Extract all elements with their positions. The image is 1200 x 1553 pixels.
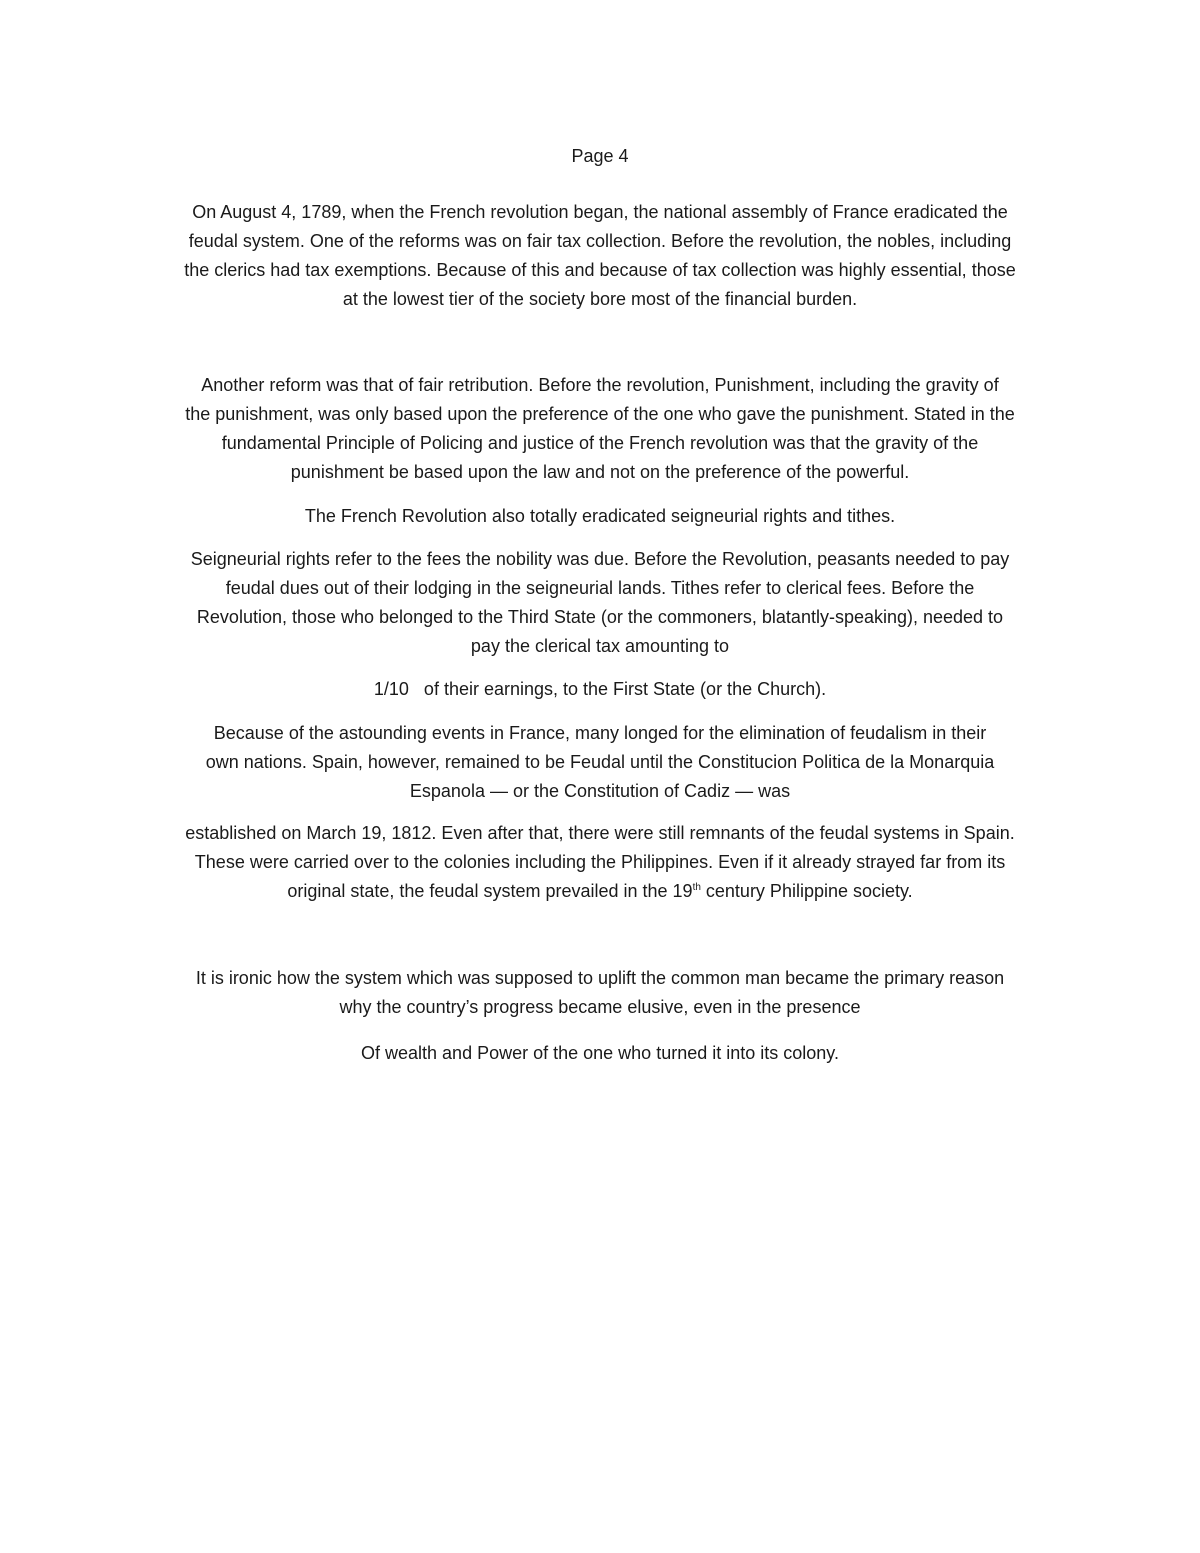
paragraph-closing [138, 1039, 1062, 1068]
text-line: Because of the astounding events in France, many longed for the elimination of feudalism in their [213, 723, 987, 743]
text-line: The French Revolution also totally eradicated seigneurial rights and tithes. [304, 506, 896, 526]
text-line: punishment be based upon the law and not on the preference of the powerful. [290, 462, 910, 482]
text-line: original state, the feudal system prevailed in the 19th century Philippine society. [287, 881, 913, 901]
paragraph-tithe-fraction [138, 675, 1062, 704]
text-line: 1/10 of their earnings, to the First State (or the Church). [373, 679, 827, 699]
text-line: established on March 19, 1812. Even after that, there were still remnants of the feudal systems in Spain. [185, 823, 1015, 843]
ordinal-superscript: th [692, 882, 701, 893]
text-line: Seigneurial rights refer to the fees the nobility was due. Before the Revolution, peasants needed to pay [190, 549, 1010, 569]
text-line: These were carried over to the colonies including the Philippines. Even if it already strayed far from its [194, 852, 1006, 872]
text-line: Espanola — or the Constitution of Cadiz — was [409, 781, 791, 801]
paragraph-irony [138, 964, 1062, 1022]
text-line: Of wealth and Power of the one who turned it into its colony. [361, 1043, 839, 1063]
paragraph-cadiz [138, 819, 1062, 906]
text-line: fundamental Principle of Policing and justice of the French revolution was that the gravity of the [221, 433, 979, 453]
text-line: It is ironic how the system which was supposed to uplift the common man became the primary reason [195, 968, 1005, 988]
page-header: Page 4 [571, 146, 629, 166]
text-line: pay the clerical tax amounting to [470, 636, 730, 656]
paragraph-spain [138, 719, 1062, 806]
paragraph-retribution [138, 371, 1062, 487]
text-line: the punishment, was only based upon the preference of the one who gave the punishment. Stated in the [185, 404, 1015, 424]
text-line: the clerics had tax exemptions. Because of this and because of tax collection was highly essential, those [184, 260, 1016, 280]
paragraph-seigneurial-rights [138, 545, 1062, 661]
text-line: Another reform was that of fair retribution. Before the revolution, Punishment, including the gravity of [201, 375, 999, 395]
text-line: On August 4, 1789, when the French revolution began, the national assembly of France eradicated the [192, 202, 1008, 222]
paragraph-seigneurial-intro [138, 502, 1062, 531]
text-line: feudal system. One of the reforms was on fair tax collection. Before the revolution, the nobles, including [188, 231, 1012, 251]
text-line: why the country’s progress became elusive, even in the presence [339, 997, 861, 1017]
text-line: feudal dues out of their lodging in the seigneurial lands. Tithes refer to clerical fees. Before the [225, 578, 975, 598]
text-line: own nations. Spain, however, remained to be Feudal until the Constitucion Politica de la Monarquia [205, 752, 995, 772]
paragraph-tax-reform [138, 198, 1062, 314]
text-line: Revolution, those who belonged to the Third State (or the commoners, blatantly-speaking), needed to [196, 607, 1004, 627]
text-line: at the lowest tier of the society bore most of the financial burden. [342, 289, 858, 309]
